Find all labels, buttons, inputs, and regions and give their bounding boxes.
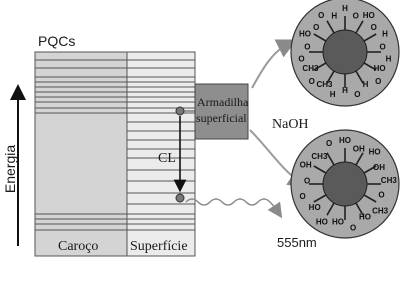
functional-group-label: O [370, 23, 377, 33]
functional-group-label: O [349, 223, 357, 233]
functional-group-label: CH3 [302, 63, 319, 73]
molecule-core [323, 30, 367, 74]
trap-label-line2: superficial [196, 111, 247, 125]
functional-group-label: H [382, 29, 388, 39]
emission-wave [186, 199, 278, 212]
functional-group-label: O [318, 10, 325, 20]
energy-axis-label: Energia [2, 144, 19, 194]
functional-group-label: O [352, 11, 359, 21]
naoh-label: NaOH [272, 117, 309, 132]
cl-label: CL [158, 151, 176, 166]
functional-group-label: OH [352, 144, 365, 154]
functional-group-label: HO [339, 136, 351, 145]
functional-group-label: OH [373, 163, 386, 173]
functional-group-label: O [379, 42, 386, 52]
upper-state-dot [176, 107, 184, 115]
functional-group-label: HO [298, 29, 311, 39]
pqcs-label: PQCs [38, 33, 76, 49]
functional-group-label: H [331, 11, 338, 21]
arrow-to-top-molecule [252, 44, 288, 88]
core-region [35, 52, 127, 256]
functional-group-label: H [385, 54, 392, 64]
functional-group-label: HO [332, 217, 345, 227]
wavelength-label: 555nm [277, 235, 317, 250]
functional-group-label: O [308, 76, 315, 86]
functional-group-label: O [298, 54, 305, 64]
functional-group-label: O [304, 176, 311, 186]
functional-group-label: CH3 [311, 151, 328, 161]
surface-label: Superfície [130, 239, 188, 254]
functional-group-label: O [304, 42, 311, 52]
functional-group-label: OH [299, 160, 312, 170]
functional-group-label: CH3 [372, 206, 389, 216]
functional-group-label: HO [368, 147, 381, 157]
functional-group-label: CH3 [316, 79, 333, 89]
functional-group-label: HO [315, 217, 328, 227]
functional-group-label: O [378, 190, 385, 200]
functional-group-label: O [354, 90, 361, 100]
functional-group-label: H [329, 90, 336, 100]
molecule-core [323, 162, 367, 206]
functional-group-label: CH3 [380, 175, 397, 185]
functional-group-label: O [313, 23, 320, 33]
trap-label-line1: Armadilha [197, 95, 249, 109]
core-label: Caroço [58, 239, 99, 254]
functional-group-label: HO [359, 212, 372, 222]
functional-group-label: O [375, 76, 382, 86]
lower-state-dot [176, 194, 184, 202]
functional-group-label: HO [373, 63, 386, 73]
functional-group-label: H [342, 4, 348, 13]
top-molecule [291, 0, 399, 106]
functional-group-label: H [342, 86, 348, 95]
functional-group-label: O [299, 192, 306, 202]
functional-group-label: HO [362, 10, 375, 20]
functional-group-label: O [325, 138, 333, 148]
functional-group-label: HO [308, 202, 321, 212]
bottom-molecule [291, 130, 399, 238]
functional-group-label: H [362, 79, 369, 89]
